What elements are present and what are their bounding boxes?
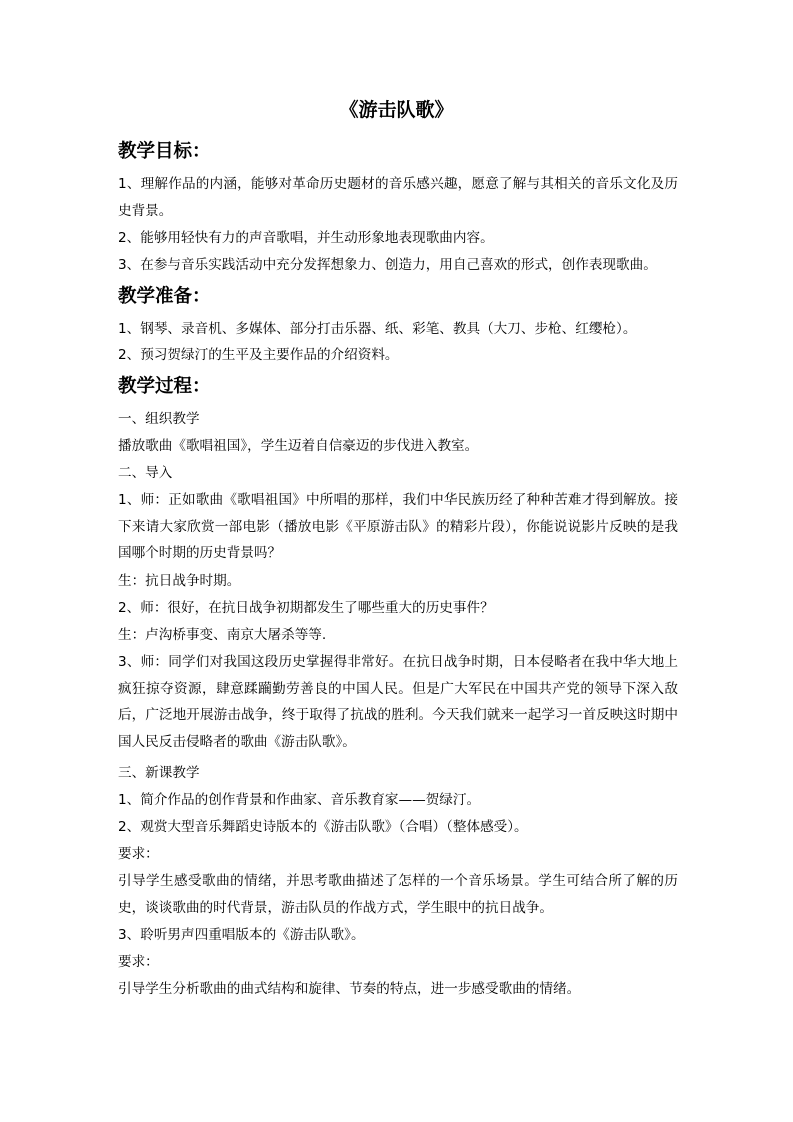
objectives-item-3: 3、在参与音乐实践活动中充分发挥想象力、创造力，用自己喜欢的形式，创作表现歌曲。	[118, 257, 657, 273]
process-paragraph: 要求：	[118, 954, 159, 970]
section-heading-preparation: 教学准备：	[118, 286, 211, 307]
process-paragraph: 1、师：正如歌曲《歌唱祖国》中所唱的那样，我们中华民族历经了种种苦难才得到解放。接下来请大家欣赏一部电影（播放电影《平原游击队》的精彩片段），你能说说影片反映的是我国哪个时期的历史背景吗？	[118, 492, 678, 561]
process-paragraph: 生：抗日战争时期。	[118, 573, 241, 589]
objectives-item-2: 2、能够用轻快有力的声音歌唱，并生动形象地表现歌曲内容。	[118, 230, 494, 246]
process-paragraph: 2、观赏大型音乐舞蹈史诗版本的《游击队歌》（合唱）（整体感受）。	[118, 819, 528, 835]
process-paragraph: 引导学生感受歌曲的情绪，并思考歌曲描述了怎样的一个音乐场景。学生可结合所了解的历史，谈谈歌曲的时代背景，游击队员的作战方式，学生眼中的抗日战争。	[118, 873, 678, 916]
process-paragraph: 生：卢沟桥事变、南京大屠杀等等.	[118, 627, 327, 643]
process-paragraph: 3、师：同学们对我国这段历史掌握得非常好。在抗日战争时期，日本侵略者在我中华大地上疯狂掠夺资源，肆意蹂躏勤劳善良的中国人民。但是广大军民在中国共产党的领导下深入敌后，广泛地开展游击战争，终于取得了抗战的胜利。今天我们就来一起学习一首反映这时期中国人民反击侵略者的歌曲《游击队歌》。	[118, 654, 678, 750]
process-paragraph: 1、简介作品的创作背景和作曲家、音乐教育家——贺绿汀。	[118, 792, 481, 808]
process-paragraph: 要求：	[118, 846, 159, 862]
preparation-item-2: 2、预习贺绿汀的生平及主要作品的介绍资料。	[118, 347, 399, 363]
document-title: 《游击队歌》	[339, 99, 454, 121]
process-step-intro: 二、导入	[118, 465, 173, 481]
process-step-new-lesson: 三、新课教学	[118, 765, 200, 781]
process-paragraph: 播放歌曲《歌唱祖国》，学生迈着自信豪迈的步伐进入教室。	[118, 438, 479, 454]
preparation-item-1: 1、钢琴、录音机、多媒体、部分打击乐器、纸、彩笔、教具（大刀、步枪、红缨枪）。	[118, 321, 637, 337]
section-heading-objectives: 教学目标：	[118, 141, 211, 162]
section-heading-process: 教学过程：	[118, 376, 211, 397]
process-step-organize: 一、组织教学	[118, 411, 200, 427]
objectives-item-1: 1、理解作品的内涵，能够对革命历史题材的音乐感兴趣，愿意了解与其相关的音乐文化及历史背景。	[118, 176, 678, 219]
process-paragraph: 3、聆听男声四重唱版本的《游击队歌》。	[118, 927, 365, 943]
process-paragraph: 引导学生分析歌曲的曲式结构和旋律、节奏的特点，进一步感受歌曲的情绪。	[118, 981, 581, 997]
process-paragraph: 2、师：很好，在抗日战争初期都发生了哪些重大的历史事件？	[118, 600, 494, 616]
